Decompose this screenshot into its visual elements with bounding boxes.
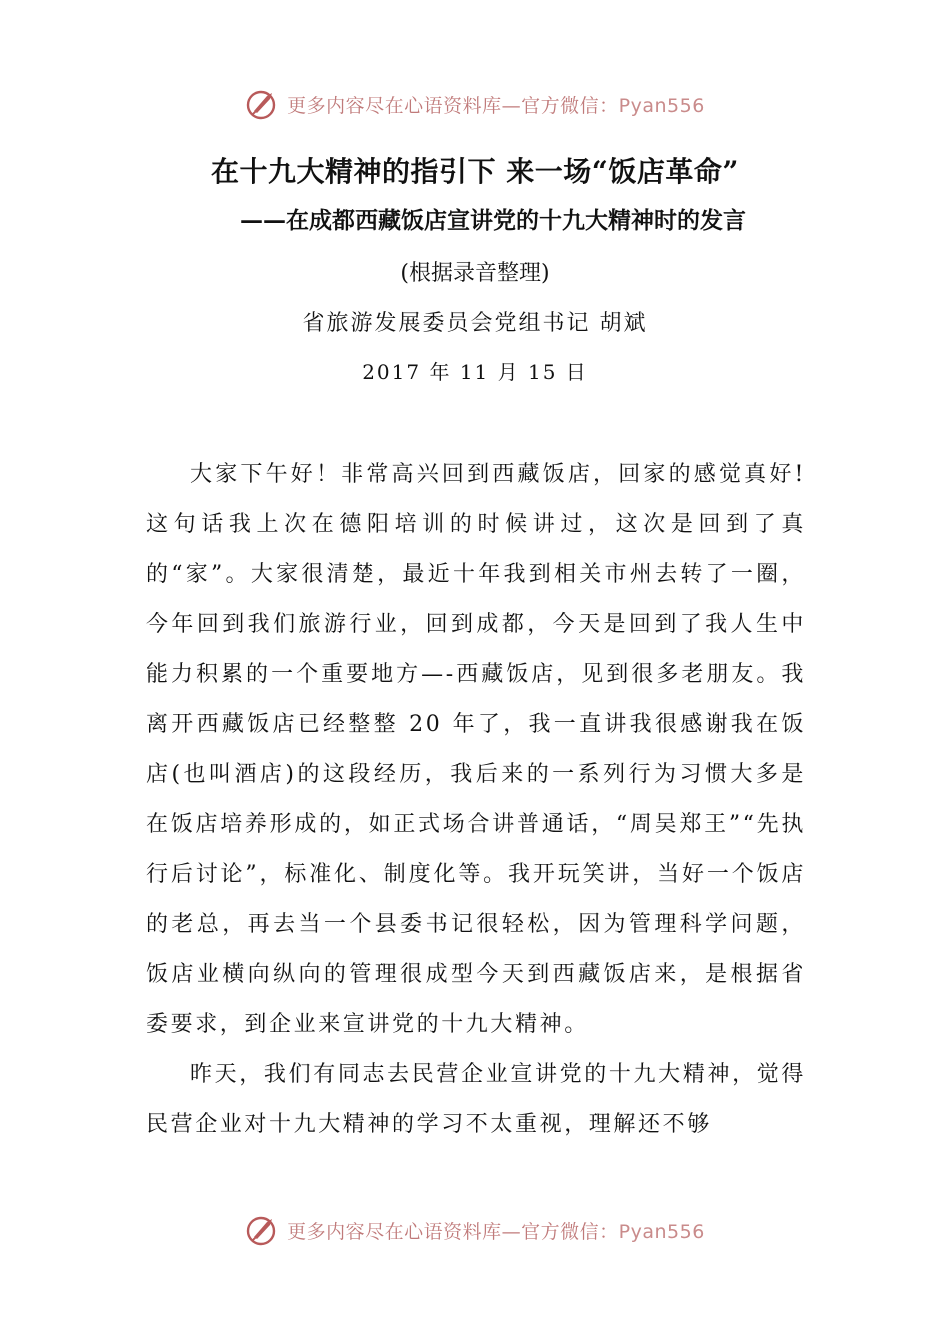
watermark-text: 更多内容尽在心语资料库—官方微信：Pyan556 bbox=[287, 94, 705, 117]
footer-watermark bbox=[0, 1210, 950, 1250]
author-line: 省旅游发展委员会党组书记 胡斌 bbox=[302, 311, 648, 336]
speech-date: 2017 年 11 月 15 日 bbox=[362, 360, 588, 384]
watermark-text: 更多内容尽在心语资料库—官方微信：Pyan556 bbox=[287, 1220, 705, 1243]
speech-body bbox=[146, 450, 806, 1150]
transcription-note: (根据录音整理) bbox=[400, 261, 550, 286]
document-title: 在十九大精神的指引下 来一场“饭店革命” bbox=[211, 155, 739, 188]
watermark-handle: Pyan556 bbox=[618, 1220, 705, 1243]
paragraph: 大家下午好！非常高兴回到西藏饭店，回家的感觉真好!这句话我上次在德阳培训的时候讲过，这次是回到了真的“家”。大家很清楚，最近十年我到相关市州去转了一圈，今年回到我们旅游行业，回到成都，今天是回到了我人生中能力积累的一个重要地方—-西藏饭店，见到很多老朋友。我离开西藏饭店已经整整 20 年了，我一直讲我很感谢我在饭店(也叫酒店)的这段经历，我后来的一系列行为习惯大多是在饭店培养形成的，如正式场合讲普通话，“周吴郑王”“先执行后讨论”，标准化、制度化等。我开玩笑讲，当好一个饭店的老总，再去当一个县委书记很轻松，因为管理科学问题，饭店业横向纵向的管理很成型今天到西藏饭店来，是根据省委要求，到企业来宣讲党的十九大精神。 bbox=[146, 462, 806, 1037]
pen-in-circle-logo-icon bbox=[245, 1213, 279, 1247]
pen-in-circle-logo-icon bbox=[245, 87, 279, 121]
paragraph: 昨天，我们有同志去民营企业宣讲党的十九大精神，觉得民营企业对十九大精神的学习不太重视，理解还不够 bbox=[146, 1062, 806, 1137]
document-subtitle: ——在成都西藏饭店宣讲党的十九大精神时的发言 bbox=[240, 207, 746, 234]
header-watermark bbox=[0, 84, 950, 124]
watermark-handle: Pyan556 bbox=[618, 94, 705, 117]
